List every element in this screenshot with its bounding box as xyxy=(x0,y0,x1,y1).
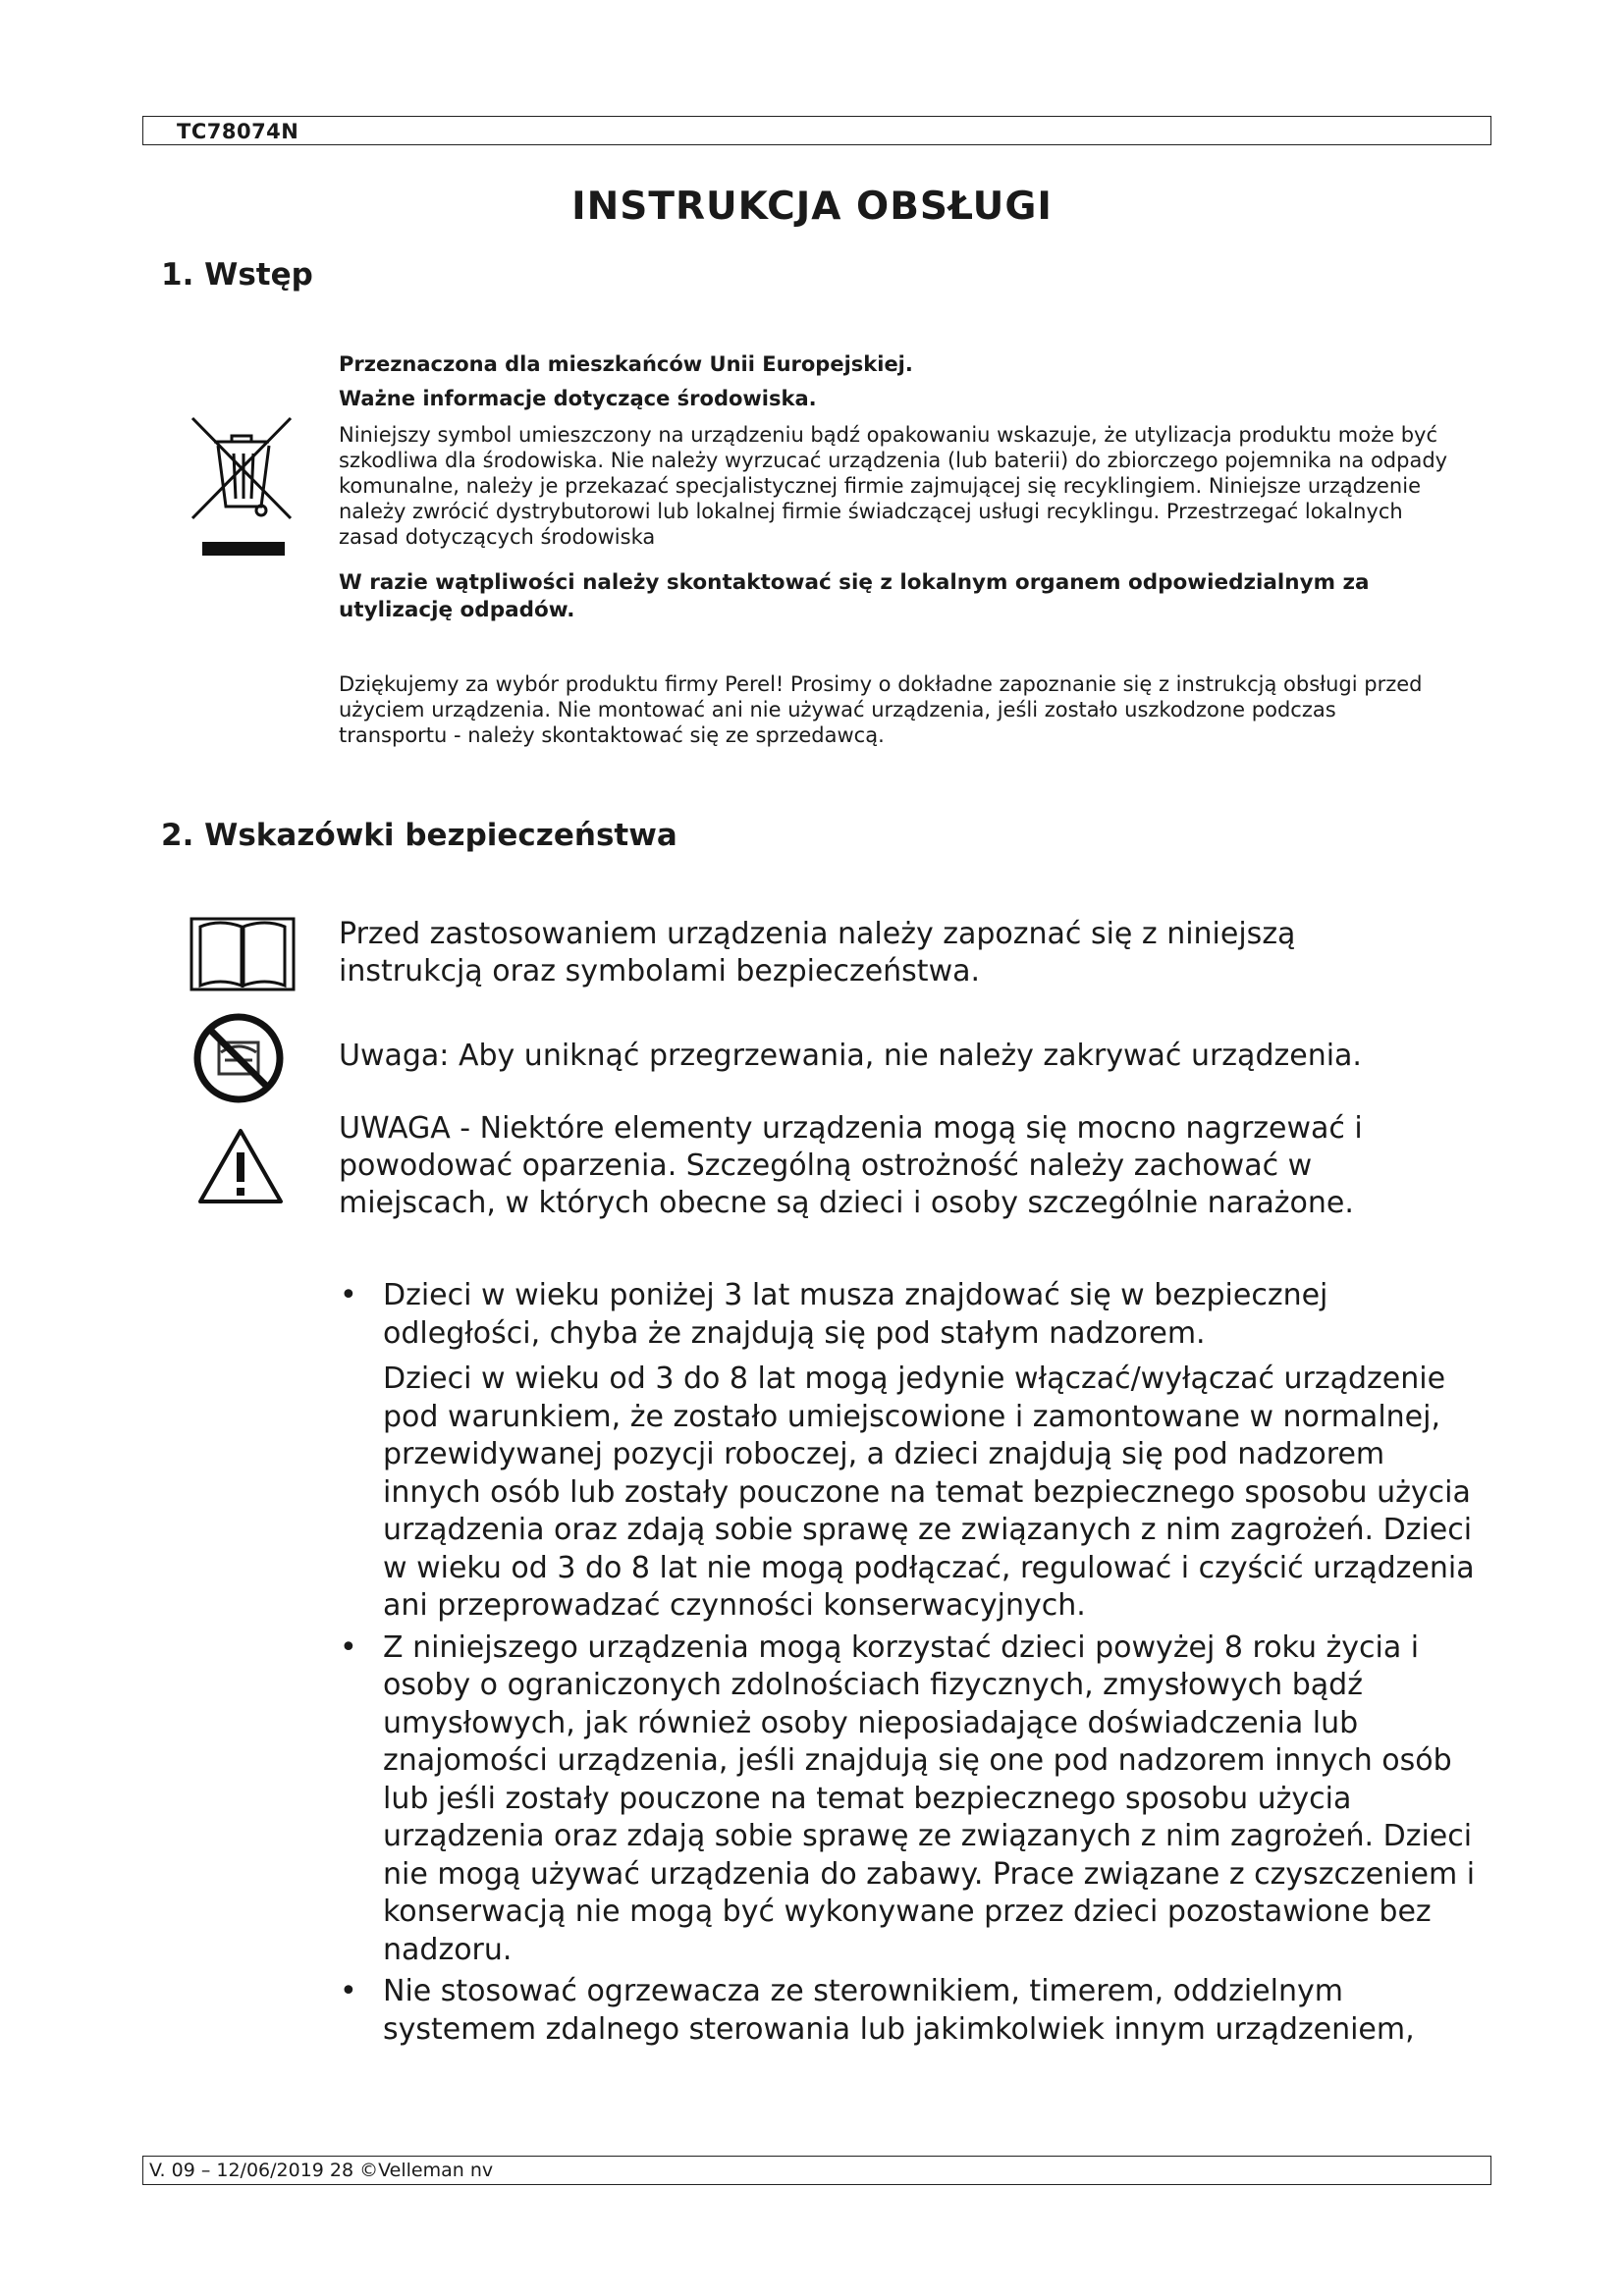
section-heading-safety: 2. Wskazówki bezpieczeństwa xyxy=(161,818,677,853)
bullet-text: Z niniejszego urządzenia mogą korzystać dzieci powyżej 8 roku życia i osoby o ograniczonych zdolnościach fizycznych, zmysłowych bądź umysłowych, jak również osoby nieposiadające doświadczenia lub znajomości urządzenia, jeśli znajdują się one pod nadzorem innych osób lub jeśli zostały pouczone na temat bezpiecznego sposobu użycia urządzenia oraz zdają sobie sprawę ze związanych z nim zagrożeń. Dzieci nie mogą używać urządzenia do zabawy. Prace związane z czyszczeniem i konserwacją nie mogą być wykonywane przez dzieci pozostawione bez nadzoru. xyxy=(383,1629,1476,1967)
weee-warning: W razie wątpliwości należy skontaktować się z lokalnym organem odpowiedzialnym za utylizację odpadów. xyxy=(339,570,1370,622)
safety-read-manual: Przed zastosowaniem urządzenia należy zapoznać się z niniejszą instrukcją oraz symbolami bezpieczeństwa. xyxy=(339,917,1296,988)
warning-triangle-icon xyxy=(196,1127,285,1205)
weee-body: Niniejszy symbol umieszczony na urządzeniu bądź opakowaniu wskazuje, że utylizacja produktu może być szkodliwa dla środowiska. Nie należy wyrzucać urządzenia (lub baterii) do zbiorczego pojemnika na odpady komunalne, należy je przekazać specjalistycznej firmie zajmującej się recyklingiem. Niniejsze urządzenie należy zwrócić dystrybutorowi lub lokalnej firmie świadczącej usługi recyklingu. Przestrzegać lokalnych zasad dotyczących środowiska xyxy=(339,423,1448,549)
bullet-icon: • xyxy=(340,1278,357,1312)
read-manual-icon xyxy=(189,911,297,994)
section-heading-intro: 1. Wstęp xyxy=(161,257,313,293)
model-code: TC78074N xyxy=(177,120,299,143)
list-item xyxy=(332,1277,1490,1626)
bullet-icon: • xyxy=(340,1629,357,1665)
weee-title-line2: Ważne informacje dotyczące środowiska. xyxy=(339,387,817,410)
weee-crossed-bin-icon xyxy=(185,412,302,560)
do-not-cover-icon xyxy=(191,1011,286,1105)
bullet-text: Dzieci w wieku poniżej 3 lat musza znajdować się w bezpiecznej odległości, chyba że znajdują się pod stałym nadzorem. xyxy=(383,1278,1328,1351)
list-item xyxy=(332,1629,1490,1970)
weee-title-line1: Przeznaczona dla mieszkańców Unii Europejskiej. xyxy=(339,352,913,376)
header-box xyxy=(142,116,1491,145)
bullet-icon: • xyxy=(340,1974,357,2008)
footer-text: V. 09 – 12/06/2019 28 ©Velleman nv xyxy=(149,2160,494,2181)
safety-bullet-list xyxy=(332,1277,1490,2049)
bullet-extra-text: Dzieci w wieku od 3 do 8 lat mogą jedynie włączać/wyłączać urządzenie pod warunkiem, że zostało umiejscowione i zamontowane w normalnej, przewidywanej pozycji roboczej, a dzieci znajdują się pod nadzorem innych osób lub zostały pouczone na temat bezpiecznego sposobu użycia urządzenia oraz zdają sobie sprawę ze związanych z nim zagrożeń. Dzieci w wieku od 3 do 8 lat nie mogą podłączać, regulować i czyścić urządzenia ani przeprowadzać czynności konserwacyjnych. xyxy=(383,1362,1475,1623)
bullet-text: Nie stosować ogrzewacza ze sterownikiem, timerem, oddzielnym systemem zdalnego sterowania lub jakimkolwiek innym urządzeniem, xyxy=(383,1974,1415,2047)
thanks-paragraph: Dziękujemy za wybór produktu firmy Perel! Prosimy o dokładne zapoznanie się z instrukcją obsługi przed użyciem urządzenia. Nie montować ani nie używać urządzenia, jeśli zostało uszkodzone podczas transportu - należy skontaktować się ze sprzedawcą. xyxy=(339,672,1423,747)
page-title: INSTRUKCJA OBSŁUGI xyxy=(571,185,1053,229)
safety-do-not-cover: Uwaga: Aby uniknąć przegrzewania, nie należy zakrywać urządzenia. xyxy=(339,1039,1362,1073)
safety-hot-surface: UWAGA - Niektóre elementy urządzenia mogą się mocno nagrzewać i powodować oparzenia. Szczególną ostrożność należy zachować w miejscach, w których obecne są dzieci i osoby szczególnie narażone. xyxy=(339,1111,1363,1220)
footer-box xyxy=(142,2156,1491,2185)
list-item xyxy=(332,1973,1490,2049)
